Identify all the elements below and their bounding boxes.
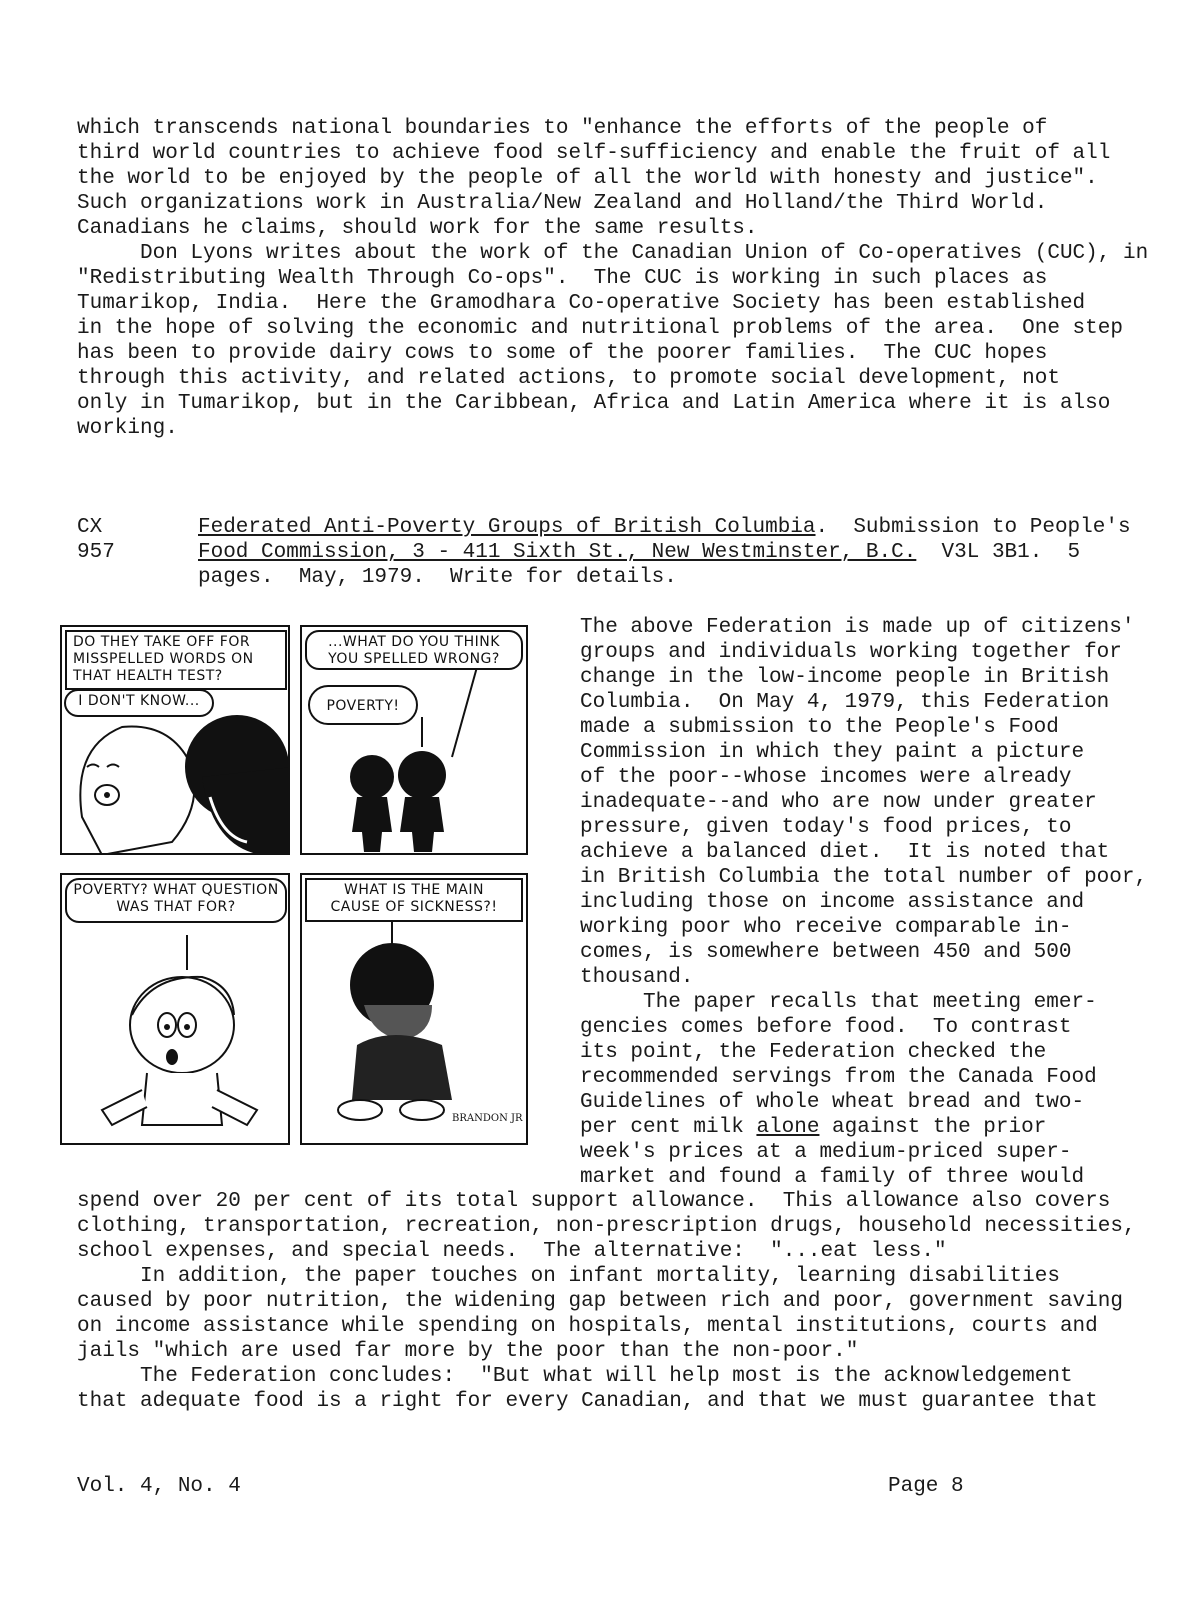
panel-2-reply-balloon [308, 685, 418, 725]
side-line: made a submission to the People's Food [580, 716, 1059, 739]
side-line: including those on income assistance and [580, 891, 1085, 914]
side-line: its point, the Federation checked the [580, 1041, 1047, 1064]
side-line: The paper recalls that meeting emer- [580, 991, 1097, 1014]
panel-1-caption-line-1: DO THEY TAKE OFF FOR [73, 634, 251, 650]
side-line: achieve a balanced diet. It is noted that [580, 841, 1110, 864]
intro-line: Don Lyons writes about the work of the Canadian Union of Co-operatives (CUC), in [77, 242, 1149, 265]
intro-line: Canadians he claims, should work for the same results. [77, 217, 758, 240]
entry-code [77, 515, 115, 565]
side-text-lines-after [580, 1140, 1147, 1190]
panel-1-reply: I DON'T KNOW... [78, 693, 200, 709]
entry-publisher: Food Commission, 3 - 411 Sixth St., New Westminster, B.C. [198, 541, 917, 564]
side-line: market and found a family of three would [580, 1166, 1085, 1189]
intro-line: in the hope of solving the economic and nutritional problems of the area. One step [77, 317, 1123, 340]
side-line: inadequate--and who are now under greater [580, 791, 1097, 814]
side-line: The above Federation is made up of citizens' [580, 616, 1135, 639]
footer-volume: Vol. 4, No. 4 [77, 1475, 241, 1498]
intro-line: which transcends national boundaries to "enhance the efforts of the people of [77, 117, 1048, 140]
footer-page-number: Page 8 [888, 1475, 964, 1498]
panel-4-caption-line-1: WHAT IS THE MAIN [344, 882, 484, 898]
tail-text [77, 1189, 1136, 1414]
intro-line: Such organizations work in Australia/New Zealand and Holland/the Third World. [77, 192, 1048, 215]
tail-line: The Federation concludes: "But what will help most is the acknowledgement [77, 1365, 1073, 1388]
side-line: thousand. [580, 966, 694, 989]
entry-line-1 [198, 515, 1131, 540]
entry-line-3: pages. May, 1979. Write for details. [198, 566, 677, 589]
side-line: pressure, given today's food prices, to [580, 816, 1072, 839]
entry-title-rest: . Submission to People's [815, 516, 1131, 539]
side-line-emphasis: alone [756, 1116, 820, 1139]
intro-line: third world countries to achieve food self-sufficiency and enable the fruit of all [77, 142, 1111, 165]
side-line-post: against the prior [819, 1116, 1047, 1139]
side-line: recommended servings from the Canada Food [580, 1066, 1097, 1089]
intro-line: only in Tumarikop, but in the Caribbean, Africa and Latin America where it is also [77, 392, 1111, 415]
intro-line: working. [77, 417, 178, 440]
panel-2-caption-line-1: ...WHAT DO YOU THINK [328, 634, 500, 650]
tail-line: In addition, the paper touches on infant mortality, learning disabilities [77, 1265, 1060, 1288]
comic-panel-4 [300, 873, 528, 1145]
side-line: of the poor--whose incomes were already [580, 766, 1072, 789]
panel-4-question-balloon [305, 878, 523, 922]
tail-line: jails "which are used far more by the poor than the non-poor." [77, 1340, 859, 1363]
side-line-underline [580, 1115, 1147, 1140]
side-line: comes, is somewhere between 450 and 500 [580, 941, 1072, 964]
side-line: working poor who receive comparable in- [580, 916, 1072, 939]
panel-4-caption-line-2: CAUSE OF SICKNESS?! [330, 899, 498, 915]
tail-line: school expenses, and special needs. The alternative: "...eat less." [77, 1240, 947, 1263]
panel-3-question-balloon [65, 878, 287, 923]
intro-line: the world to be enjoyed by the people of all the world with honesty and justice". [77, 167, 1098, 190]
side-line: Guidelines of whole wheat bread and two- [580, 1091, 1085, 1114]
intro-text [77, 116, 1148, 441]
side-line: Columbia. On May 4, 1979, this Federation [580, 691, 1110, 714]
side-line: Commission in which they paint a picture [580, 741, 1085, 764]
side-line: in British Columbia the total number of poor, [580, 866, 1148, 889]
panel-3-caption-line-1: POVERTY? WHAT QUESTION [73, 882, 279, 898]
intro-line: has been to provide dairy cows to some of the poorer families. The CUC hopes [77, 342, 1048, 365]
side-line: change in the low-income people in British [580, 666, 1110, 689]
entry-citation [198, 515, 1131, 590]
tail-line: spend over 20 per cent of its total support allowance. This allowance also covers [77, 1190, 1111, 1213]
panel-1-caption-line-2: MISSPELLED WORDS ON [73, 651, 254, 667]
side-line: week's prices at a medium-priced super- [580, 1141, 1072, 1164]
tail-line: clothing, transportation, recreation, non-prescription drugs, household necessities, [77, 1215, 1136, 1238]
side-line: gencies comes before food. To contrast [580, 1016, 1072, 1039]
entry-postal: V3L 3B1. 5 [916, 541, 1081, 564]
side-text-lines [580, 615, 1147, 1115]
panel-2-question-balloon [305, 630, 523, 670]
entry-code-prefix: CX [77, 516, 103, 539]
comic-panel-2 [300, 625, 528, 855]
side-line: groups and individuals working together for [580, 641, 1122, 664]
entry-title: Federated Anti-Poverty Groups of British Columbia [198, 516, 816, 539]
panel-2-reply: POVERTY! [326, 698, 400, 714]
side-text [580, 615, 1147, 1190]
panel-1-caption-line-3: THAT HEALTH TEST? [73, 668, 223, 684]
comic-strip [60, 625, 556, 1145]
panel-3-caption-line-2: WAS THAT FOR? [116, 899, 236, 915]
panel-1-question-balloon [65, 630, 287, 690]
entry-line-2 [198, 540, 1131, 565]
tail-line: that adequate food is a right for every Canadian, and that we must guarantee that [77, 1390, 1098, 1413]
panel-2-caption-line-2: YOU SPELLED WRONG? [328, 651, 500, 667]
tail-line: caused by poor nutrition, the widening gap between rich and poor, government saving [77, 1290, 1123, 1313]
intro-line: "Redistributing Wealth Through Co-ops". The CUC is working in such places as [77, 267, 1048, 290]
panel-1-reply-balloon [64, 689, 214, 717]
entry-code-number: 957 [77, 541, 115, 564]
cartoonist-signature: BRANDON JR [452, 1113, 523, 1124]
comic-panel-1 [60, 625, 290, 855]
tail-line: on income assistance while spending on hospitals, mental institutions, courts and [77, 1315, 1098, 1338]
intro-line: through this activity, and related actions, to promote social development, not [77, 367, 1060, 390]
intro-line: Tumarikop, India. Here the Gramodhara Co-operative Society has been established [77, 292, 1086, 315]
side-line-pre: per cent milk [580, 1116, 757, 1139]
comic-panel-3 [60, 873, 290, 1145]
